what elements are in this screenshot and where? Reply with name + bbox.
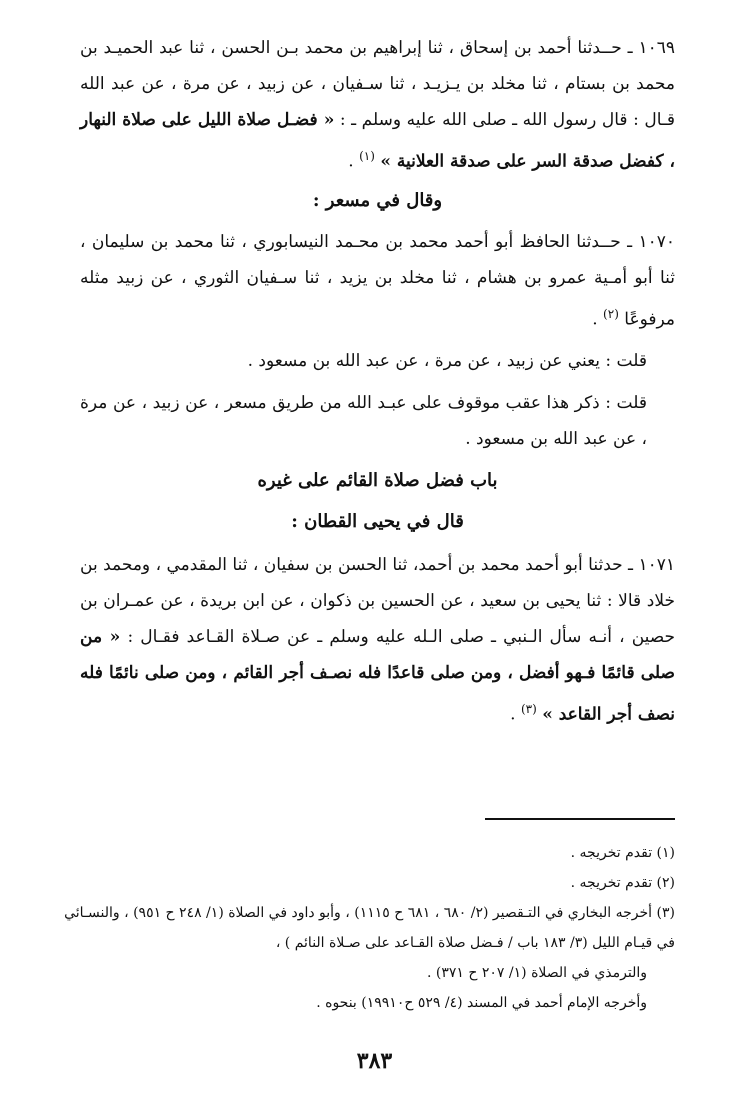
- hadith-1069-quote: « فضـل صلاة الليل على صلاة النهار ، كفضل صدقة السر على صدقة العلانية »: [80, 110, 675, 172]
- remark-2: قلت : ذكر هذا عقب موقوف على عبـد الله من طريق مسعر ، عن زبيد ، عن مرة ، عن عبد الله بن مسعود .: [80, 393, 647, 450]
- hadith-1069: [80, 30, 675, 180]
- footnote-ref-2: (٢): [603, 306, 619, 321]
- footnote-3: (٣) أخرجه البخاري في التـقصير (٢/ ٦٨٠ ، ٦٨١ ح ١١١٥) ، وأبو داود في الصلاة (١/ ٢٤٨ ح ٩٥١) ، والنسـائي في قيـام الليل (٣/ ١٨٣ باب / فـضل صلاة القـاعد على صـلاة النائم ) ،: [64, 905, 675, 951]
- hadith-1070-end: .: [592, 309, 598, 330]
- footnote-ref-3: (٣): [520, 702, 537, 717]
- section-heading-qattan: قال في يحيى القطان :: [291, 511, 464, 533]
- page-number: ٣٨٣: [356, 1048, 393, 1074]
- footnote-separator: [485, 818, 675, 820]
- hadith-1069-end: .: [348, 151, 354, 172]
- hadith-1069-text: ١٠٦٩ ـ حــدثنا أحمد بن إسحاق ، ثنا إبراهيم بن محمد بـن الحسن ، ثنا عبد الحميـد بن محمد بن بستام ، ثنا مخلد بن يـزيـد ، ثنا سـفيان ، عن زبيد ، عن مرة ، عن عبد الله قـال : قال رسول الله ـ صلى الله عليه وسلم ـ :: [80, 38, 675, 130]
- remark-1: قلت : يعني عن زبيد ، عن مرة ، عن عبد الله بن مسعود .: [247, 351, 647, 372]
- hadith-1071-quote: « من صلى قائمًا فـهو أفضل ، ومن صلى قاعدًا فله نصـف أجر القائم ، ومن صلى نائمًا فله نصف أجر القاعد »: [80, 627, 675, 725]
- main-text: [80, 30, 675, 739]
- footnote-3-cont: والترمذي في الصلاة (١/ ٢٠٧ ح ٣٧١) .: [427, 965, 647, 981]
- footnote-3-ahmad: وأخرجه الإمام أحمد في المسند (٤/ ٥٢٩ ح١٩٩١٠) بنحوه .: [316, 995, 647, 1011]
- section-heading-misar: وقال في مسعر :: [312, 189, 443, 211]
- hadith-1070: [80, 224, 675, 338]
- footnote-1: (١) تقدم تخريجه .: [570, 845, 675, 861]
- chapter-title: باب فضل صلاة القائم على غيره: [257, 470, 498, 492]
- hadith-1071-end: .: [510, 704, 516, 725]
- footnotes: [60, 838, 675, 1018]
- hadith-1070-text: ١٠٧٠ ـ حــدثنا الحافظ أبو أحمد محمد بن محـمد النيسابوري ، ثنا محمد بن سليمان ، ثنا أبو أمـية عمرو بن هشام ، ثنا مخلد بن يزيد ، ثنا سـفيان الثوري ، عن زبيد مثله مرفوعًا: [80, 231, 675, 330]
- footnote-ref-1: (١): [359, 149, 375, 163]
- footnote-2: (٢) تقدم تخريجه .: [570, 875, 675, 891]
- hadith-1071: [80, 547, 675, 733]
- hadith-1071-text: ١٠٧١ ـ حدثنا أبو أحمد محمد بن أحمد، ثنا الحسن بن سفيان ، ثنا المقدمي ، ومحمد بن خلاد قالا : ثنا يحيى بن سعيد ، عن الحسين بن ذكوان ، عن ابن بريدة ، عن عمـران بن حصين ، أنـه سأل الـنبي ـ صلى الـله عليه وسلم ـ عن صـلاة القـاعد فقـال :: [80, 555, 676, 648]
